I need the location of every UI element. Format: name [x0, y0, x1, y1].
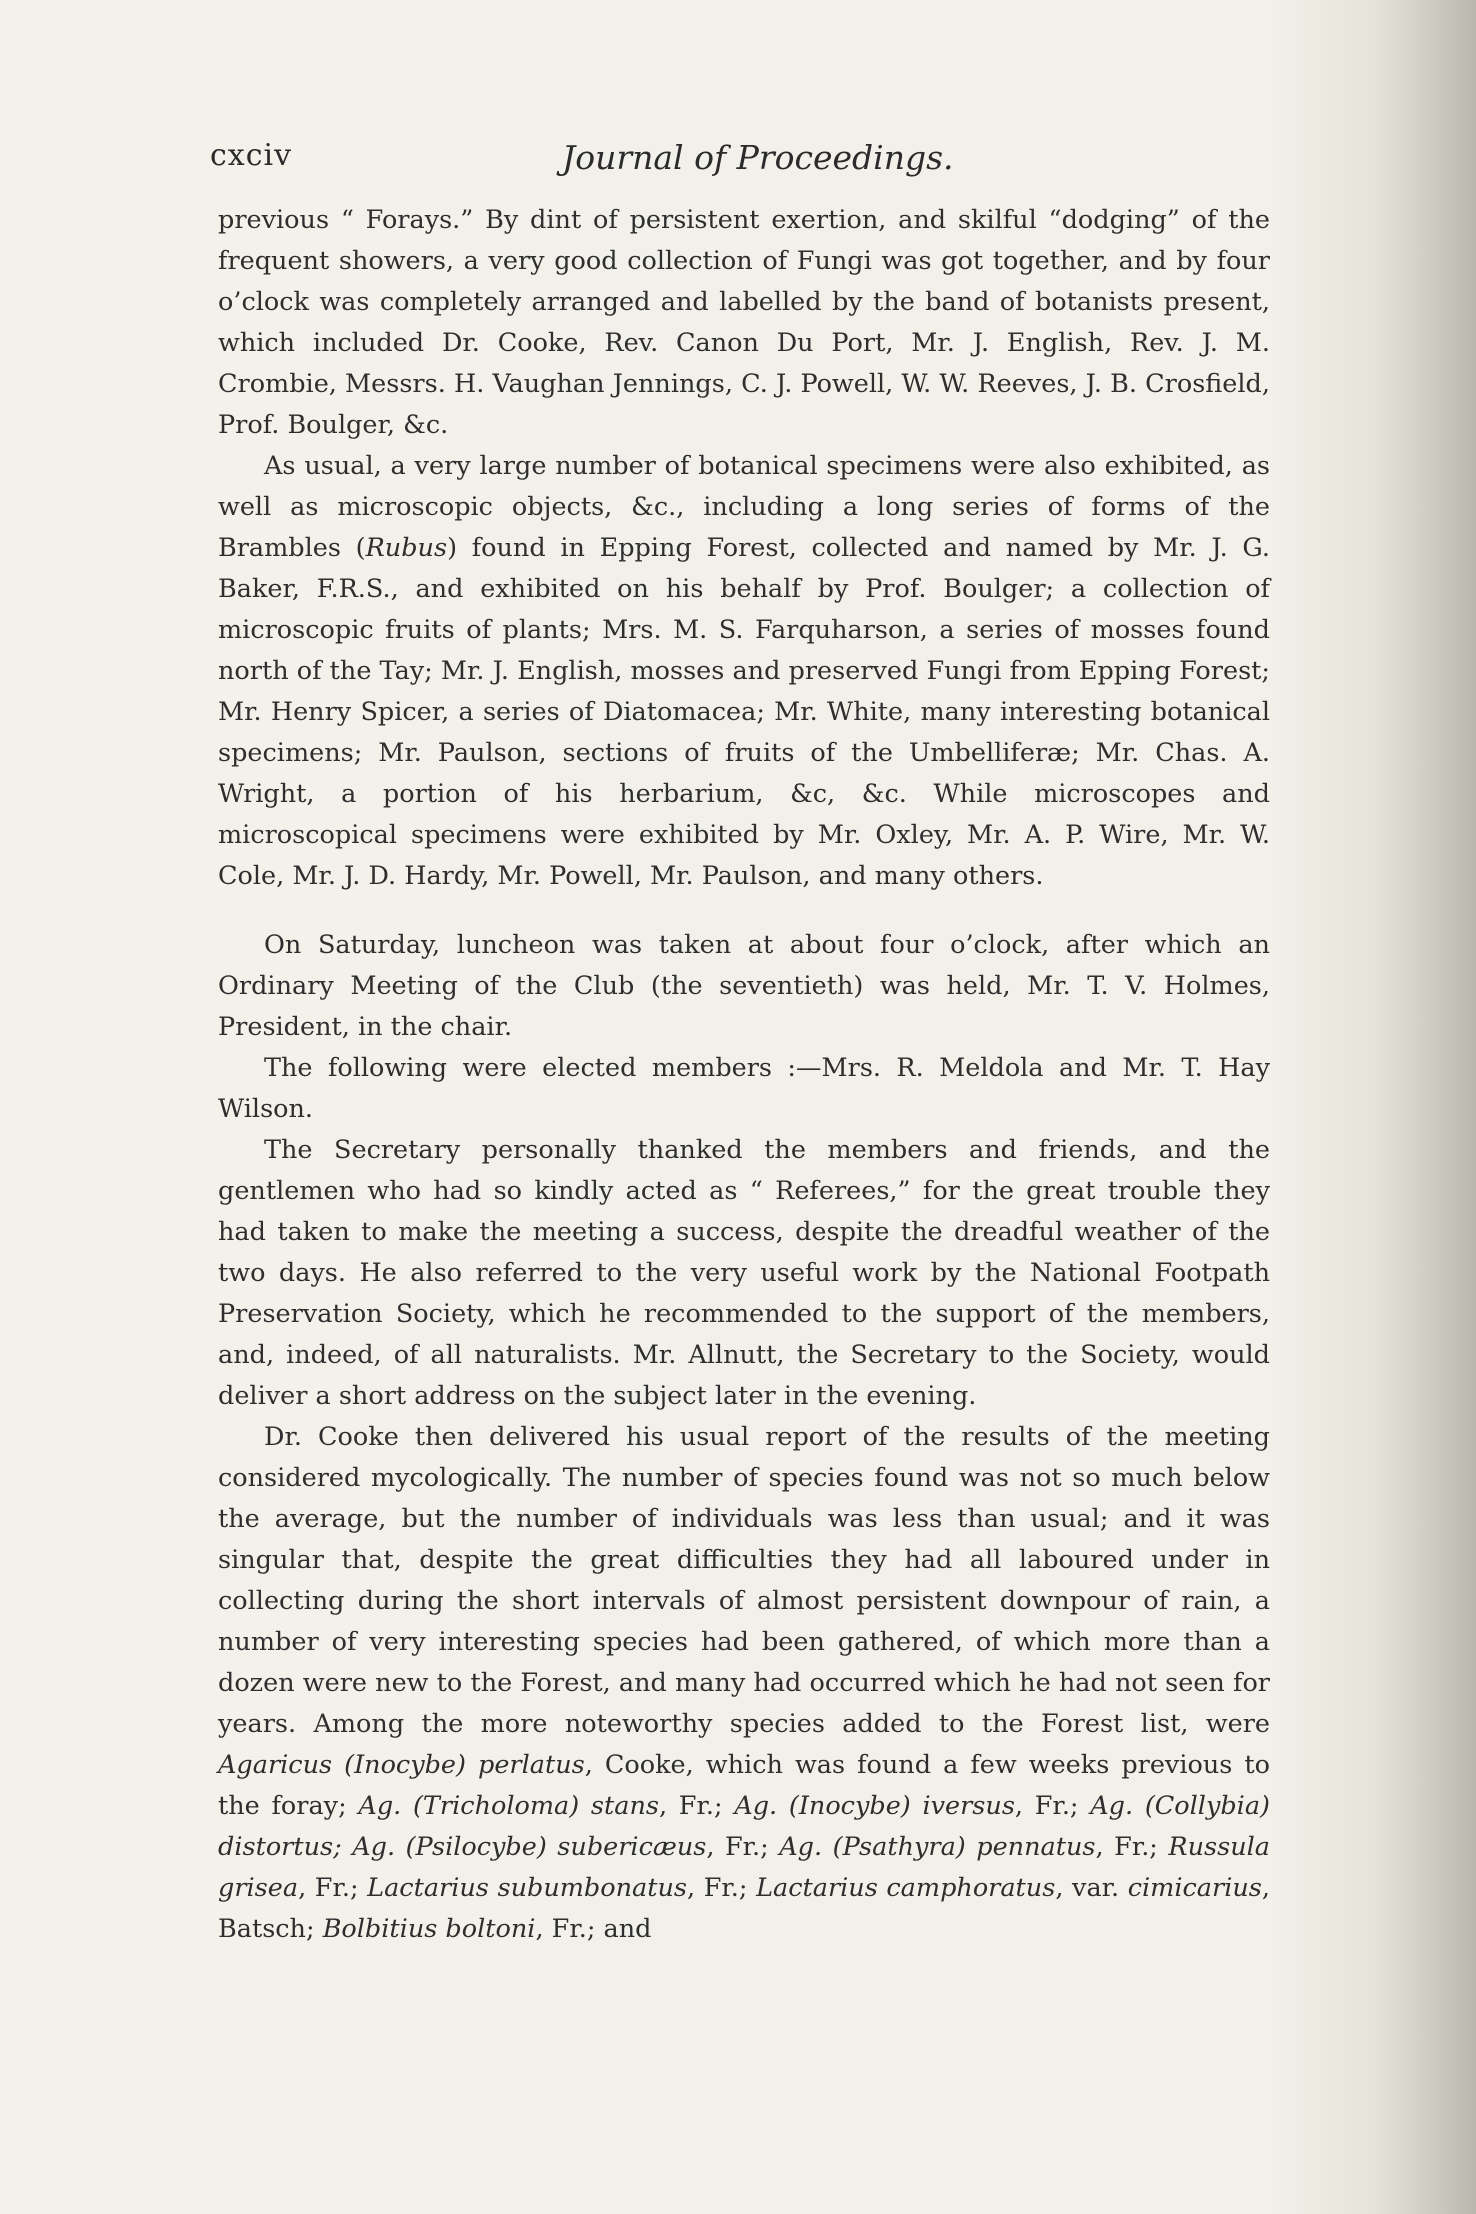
text-segment: , Fr.; [1095, 1832, 1169, 1862]
body-text [218, 200, 1270, 1950]
paragraph-3 [218, 925, 1270, 1048]
italic-taxon: Ag. (Tricholoma) stans [358, 1791, 659, 1821]
italic-taxon: Ag. (Psathyra) pennatus [779, 1832, 1096, 1862]
italic-taxon: Ag. (Collybia) distortus; Ag. (Psilocybe) subericæus [218, 1791, 1270, 1862]
text-segment: , Fr.; [686, 1873, 757, 1903]
text-segment: , var. [1055, 1873, 1128, 1903]
paragraph-5 [218, 1130, 1270, 1417]
text-segment: , Batsch; [218, 1873, 1270, 1944]
text-segment: , Fr.; and [535, 1914, 652, 1944]
page-header [210, 138, 1270, 188]
italic-taxon: Ag. (Inocybe) iversus [734, 1791, 1015, 1821]
paragraph-2 [218, 446, 1270, 897]
italic-taxon: Lactarius camphoratus [756, 1873, 1056, 1903]
page-number: cxciv [210, 138, 293, 173]
text-segment: The following were elected members :—Mrs. R. Meldola and Mr. T. Hay Wilson. [218, 1053, 1270, 1124]
italic-taxon: Rubus [365, 533, 448, 563]
text-segment: On Saturday, luncheon was taken at about four o’clock, after which an Ordinary Meeting of the Club (the seventieth) was held, Mr. T. V. Holmes, President, in the chair. [218, 930, 1270, 1042]
paragraph-6 [218, 1417, 1270, 1950]
running-title: Journal of Proceedings. [562, 138, 954, 177]
text-segment: The Secretary personally thanked the members and friends, and the gentlemen who had so kindly acted as “ Referees,” for the great trouble they had taken to make the meeting a success, despite the dreadful weather of the two days. He also referred to the very useful work by the National Footpath Preservation Society, which he recommended to the support of the members, and, indeed, of all naturalists. Mr. Allnutt, the Secretary to the Society, would deliver a short address on the subject later in the evening. [218, 1135, 1270, 1411]
text-segment: ) found in Epping Forest, collected and named by Mr. J. G. Baker, F.R.S., and exhibited on his behalf by Prof. Boulger; a collection of microscopic fruits of plants; Mrs. M. S. Farquharson, a series of mosses found north of the Tay; Mr. J. English, mosses and preserved Fungi from Epping Forest; Mr. Henry Spicer, a series of Diatomacea; Mr. White, many interesting botanical specimens; Mr. Paulson, sections of fruits of the Umbelliferæ; Mr. Chas. A. Wright, a portion of his herbarium, &c, &c. While microscopes and microscopical specimens were exhibited by Mr. Oxley, Mr. A. P. Wire, Mr. W. Cole, Mr. J. D. Hardy, Mr. Powell, Mr. Paulson, and many others. [218, 533, 1270, 891]
text-segment: Dr. Cooke then delivered his usual report of the results of the meeting considered mycologically. The number of species found was not so much below the average, but the number of individuals was less than usual; and it was singular that, despite the great difficulties they had all laboured under in collecting during the short intervals of almost persistent downpour of rain, a number of very interesting species had been gathered, of which more than a dozen were new to the Forest, and many had occurred which he had not seen for years. Among the more noteworthy species added to the Forest list, were [218, 1422, 1270, 1739]
text-segment: , Cooke, which was found a few weeks previous to the foray; [218, 1750, 1270, 1821]
italic-taxon: Agaricus (Inocybe) perlatus [218, 1750, 585, 1780]
italic-taxon: Bolbitius boltoni [322, 1914, 536, 1944]
paragraph-4 [218, 1048, 1270, 1130]
text-segment: , Fr.; [298, 1873, 368, 1903]
italic-taxon: Russula grisea [218, 1832, 1270, 1903]
italic-taxon: Lactarius subumbonatus [367, 1873, 687, 1903]
text-segment: , Fr.; [1014, 1791, 1091, 1821]
text-segment: previous “ Forays.” By dint of persistent exertion, and skilful “dodging” of the frequent showers, a very good collection of Fungi was got together, and by four o’clock was completely arranged and labelled by the band of botanists present, which included Dr. Cooke, Rev. Canon Du Port, Mr. J. English, Rev. J. M. Crombie, Messrs. H. Vaughan Jennings, C. J. Powell, W. W. Reeves, J. B. Crosfield, Prof. Boulger, &c. [218, 205, 1270, 440]
text-segment: , Fr.; [706, 1832, 780, 1862]
text-segment: As usual, a very large number of botanical specimens were also exhibited, as well as microscopic objects, &c., including a long series of forms of the Brambles ( [218, 451, 1270, 563]
italic-taxon: cimicarius [1127, 1873, 1262, 1903]
text-segment: , Fr.; [658, 1791, 735, 1821]
paragraph-1 [218, 200, 1270, 446]
